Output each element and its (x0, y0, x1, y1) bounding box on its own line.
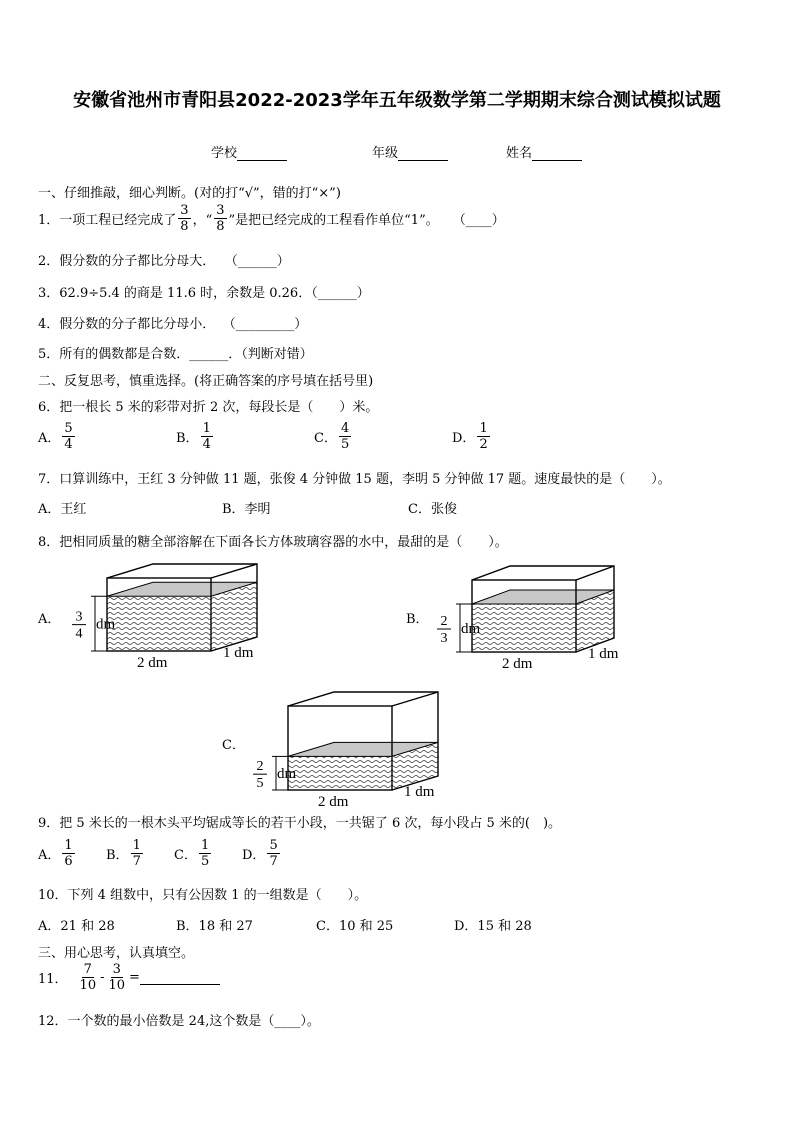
question-11 (38, 962, 220, 993)
question-10: 10．下列 4 组数中，只有公因数 1 的一组数是（ ）。 (38, 888, 368, 903)
q4-answer-blank[interactable]: （_________） (229, 317, 308, 332)
name-blank[interactable] (532, 146, 582, 161)
q4-text: 4．假分数的分子都比分母小． (38, 317, 216, 332)
q6-option-fraction: $\frac{1}{2}$ (479, 421, 488, 452)
q6-option-fraction: $\frac{4}{5}$ (340, 421, 350, 452)
q11-answer-blank[interactable] (140, 970, 220, 985)
q6-option-label: C． (314, 431, 337, 446)
q8-container-c (238, 684, 468, 806)
school-label: 学校 (211, 146, 238, 161)
q7-option-c[interactable]: C．张俊 (408, 502, 457, 517)
q9-option-fraction: $\frac{5}{7}$ (269, 838, 278, 869)
container-edge (392, 692, 438, 706)
q9-option-a[interactable] (38, 838, 77, 869)
q11-number: 11． (38, 972, 68, 987)
q6-option-fraction: $\frac{5}{4}$ (64, 421, 73, 452)
question-7: 7．口算训练中，王红 3 分钟做 11 题，张俊 4 分钟做 15 题，李明 5 分钟做 17 题。速度最快的是（ ）。 (38, 472, 671, 487)
q1-fraction-2: $\frac{3}{8}$ (216, 203, 225, 234)
question-6: 6．把一根长 5 米的彩带对折 2 次，每段长是（ ）米。 (38, 400, 379, 415)
height-denominator: 4 (75, 626, 83, 642)
q3-text: 3．62.9÷5.4 的商是 11.6 时，余数是 0.26． (38, 286, 312, 301)
q1-fraction-1: $\frac{3}{8}$ (180, 203, 189, 234)
width-label: 1 dm (404, 784, 435, 800)
q1-number: 1． (38, 213, 60, 228)
length-label: 2 dm (137, 655, 168, 671)
name-label: 姓名 (506, 146, 533, 161)
question-3 (38, 282, 370, 301)
question-4 (38, 313, 307, 332)
q6-option-b[interactable] (176, 421, 215, 452)
q9-option-b[interactable] (106, 838, 145, 869)
height-numerator: 2 (440, 613, 448, 629)
q6-option-c[interactable] (314, 421, 353, 452)
q1-answer-blank[interactable]: （____） (452, 213, 505, 228)
q9-option-c[interactable] (174, 838, 213, 869)
q11-fraction-2: $\frac{3}{10}$ (108, 962, 126, 993)
q9-option-fraction: $\frac{1}{5}$ (200, 838, 210, 869)
q8-option-a-label[interactable]: A． (38, 612, 61, 627)
container-edge (576, 566, 614, 580)
q9-option-label: B． (106, 848, 129, 863)
length-label: 2 dm (318, 794, 349, 806)
q10-option-b[interactable]: B．18 和 27 (176, 919, 253, 934)
q7-option-b[interactable]: B．李明 (222, 502, 271, 517)
q9-option-fraction: $\frac{1}{7}$ (132, 838, 141, 869)
q6-option-fraction: $\frac{1}{4}$ (202, 421, 211, 452)
school-blank[interactable] (237, 146, 287, 161)
q9-option-fraction: $\frac{1}{6}$ (64, 838, 73, 869)
q6-option-label: D． (452, 431, 476, 446)
section-1-heading: 一、仔细推敲，细心判断。(对的打“√”，错的打“×”) (38, 186, 341, 201)
height-unit: dm (96, 616, 116, 633)
q9-option-label: C． (174, 848, 197, 863)
q1-text-pre: 一项工程已经完成了 (59, 213, 177, 228)
question-9: 9．把 5 米长的一根木头平均锯成等长的若干小段，一共锯了 6 次，每小段占 5 米的( )。 (38, 816, 562, 831)
width-label: 1 dm (588, 646, 619, 662)
q9-option-label: A． (38, 848, 61, 863)
q11-equals: = (129, 970, 140, 985)
question-1 (38, 203, 505, 234)
q6-option-a[interactable] (38, 421, 77, 452)
height-numerator: 2 (256, 759, 264, 775)
name-field[interactable] (506, 142, 582, 161)
q2-answer-blank[interactable]: （______） (231, 254, 290, 269)
q6-option-label: A． (38, 431, 61, 446)
section-2-heading: 二、反复思考，慎重选择。(将正确答案的序号填在括号里) (38, 374, 374, 389)
page-title: 安徽省池州市青阳县2022-2023学年五年级数学第二学期期末综合测试模拟试题 (73, 90, 721, 111)
q11-fraction-1: $\frac{7}{10}$ (79, 962, 97, 993)
question-8: 8．把相同质量的糖全部溶解在下面各长方体玻璃容器的水中，最甜的是（ ）。 (38, 535, 508, 550)
question-5: 5．所有的偶数都是合数．______．（判断对错） (38, 347, 313, 362)
q11-operator: - (100, 970, 105, 985)
height-denominator: 3 (440, 630, 448, 646)
width-label: 1 dm (223, 645, 254, 661)
q9-option-d[interactable] (242, 838, 282, 869)
height-unit: dm (277, 766, 297, 783)
height-denominator: 5 (256, 776, 264, 792)
height-numerator: 3 (75, 609, 83, 625)
q10-option-d[interactable]: D．15 和 28 (454, 919, 532, 934)
school-field[interactable] (211, 142, 287, 161)
grade-label: 年级 (372, 146, 399, 161)
q1-text-post: ”是把已经完成的工程看作单位“1”。 (228, 213, 439, 228)
q8-container-b (420, 556, 640, 676)
q6-option-label: B． (176, 431, 199, 446)
q8-container-a (60, 556, 270, 676)
water-front (107, 596, 211, 651)
length-label: 2 dm (502, 656, 533, 672)
q9-options (38, 838, 358, 878)
grade-field[interactable] (372, 142, 448, 161)
container-edge (211, 564, 257, 578)
q7-option-a[interactable]: A．王红 (38, 502, 87, 517)
question-2 (38, 250, 290, 269)
question-12: 12．一个数的最小倍数是 24,这个数是（____）。 (38, 1014, 320, 1029)
q6-option-d[interactable] (452, 421, 492, 452)
q10-option-a[interactable]: A．21 和 28 (38, 919, 115, 934)
water-front (288, 756, 392, 790)
q3-answer-blank[interactable]: （______） (311, 286, 370, 301)
q1-text-mid: ，“ (192, 213, 213, 228)
height-unit: dm (461, 620, 481, 637)
section-3-heading: 三、用心思考，认真填空。 (38, 946, 195, 961)
grade-blank[interactable] (398, 146, 448, 161)
q10-option-c[interactable]: C．10 和 25 (316, 919, 394, 934)
q8-option-c-label[interactable]: C． (222, 738, 245, 753)
q9-option-label: D． (242, 848, 266, 863)
q2-text: 2．假分数的分子都比分母大． (38, 254, 216, 269)
q8-option-b-label[interactable]: B． (406, 612, 429, 627)
q6-options (38, 421, 558, 461)
water-front (472, 604, 576, 652)
